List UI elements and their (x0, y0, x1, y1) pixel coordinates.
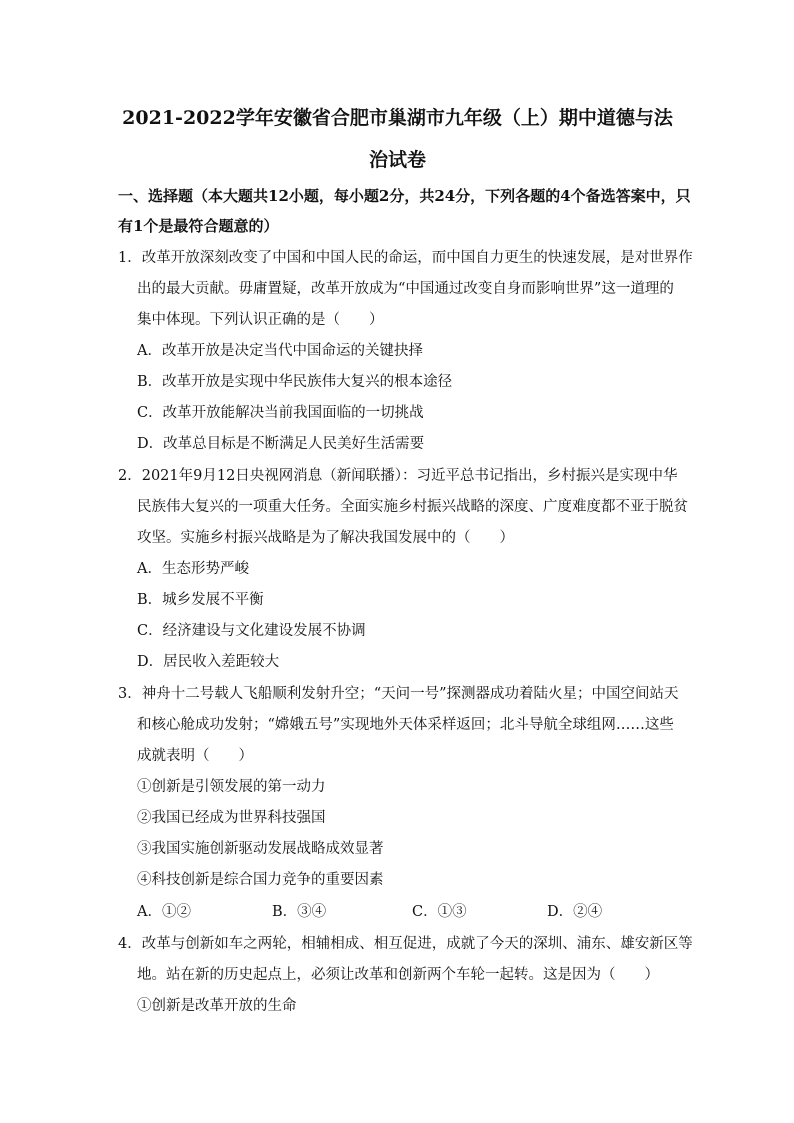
question-2-option-b: B．城乡发展不平衡 (137, 592, 264, 608)
question-1-option-d: D．改革总目标是不断满足人民美好生活需要 (137, 436, 425, 452)
section-heading-line-1: 一、选择题（本大题共12小题，每小题2分，共24分，下列各题的4个备选答案中，只 (118, 187, 691, 205)
question-3-choice-d: D．②④ (547, 904, 603, 920)
question-1-line-3: 集中体现。下列认识正确的是（ ） (137, 312, 384, 328)
question-1-option-b: B．改革开放是实现中华民族伟大复兴的根本途径 (137, 374, 453, 390)
question-2-line-3: 攻坚。实施乡村振兴战略是为了解决我国发展中的（ ） (137, 530, 514, 546)
question-3-line-2: 和核心舱成功发射；“嫦娥五号”实现地外天体采样返回；北斗导航全球组网……这些 (137, 717, 674, 733)
question-1-option-c: C．改革开放能解决当前我国面临的一切挑战 (137, 405, 424, 421)
question-1-line-2: 出的最大贡献。毋庸置疑，改革开放成为“中国通过改变自身而影响世界”这一道理的 (137, 281, 674, 297)
question-3-statement-3: ③我国实施创新驱动发展战略成效显著 (137, 841, 384, 857)
question-1-line-1: 1．改革开放深刻改变了中国和中国人民的命运，而中国自力更生的快速发展，是对世界作 (118, 250, 693, 266)
question-3-statement-2: ②我国已经成为世界科技强国 (137, 810, 326, 826)
question-2-line-2: 民族伟大复兴的一项重大任务。全面实施乡村振兴战略的深度、广度难度都不亚于脱贫 (137, 499, 688, 515)
question-4-statement-1: ①创新是改革开放的生命 (137, 998, 297, 1014)
question-4-line-1: 4．改革与创新如车之两轮，相辅相成、相互促进，成就了今天的深圳、浦东、雄安新区等 (118, 936, 693, 952)
question-3-choice-c: C．①③ (412, 904, 467, 920)
question-4-line-2: 地。站在新的历史起点上，必须让改革和创新两个车轮一起转。这是因为（ ） (137, 967, 659, 983)
question-3-line-1: 3．神舟十二号载人飞船顺利发射升空；“天问一号”探测器成功着陆火星；中国空间站天 (118, 686, 679, 702)
question-3-statement-4: ④科技创新是综合国力竞争的重要因素 (137, 872, 384, 888)
question-3-choice-b: B．③④ (272, 904, 327, 920)
exam-title-line-1: 2021-2022学年安徽省合肥市巢湖市九年级（上）期中道德与法 (122, 107, 673, 129)
question-2-option-c: C．经济建设与文化建设发展不协调 (137, 623, 366, 639)
question-3-statement-1: ①创新是引领发展的第一动力 (137, 779, 326, 795)
section-heading-line-2: 有1个是最符合题意的） (118, 217, 279, 235)
question-1-option-a: A．改革开放是决定当代中国命运的关键抉择 (137, 343, 423, 359)
question-3-choice-a: A．①② (137, 904, 191, 920)
exam-title-line-2: 治试卷 (368, 149, 426, 171)
question-2-option-a: A．生态形势严峻 (137, 561, 249, 577)
question-2-option-d: D．居民收入差距较大 (137, 654, 280, 670)
question-2-line-1: 2．2021年9月12日央视网消息（新闻联播）：习近平总书记指出，乡村振兴是实现中华 (118, 468, 678, 484)
question-3-line-3: 成就表明（ ） (137, 748, 253, 764)
